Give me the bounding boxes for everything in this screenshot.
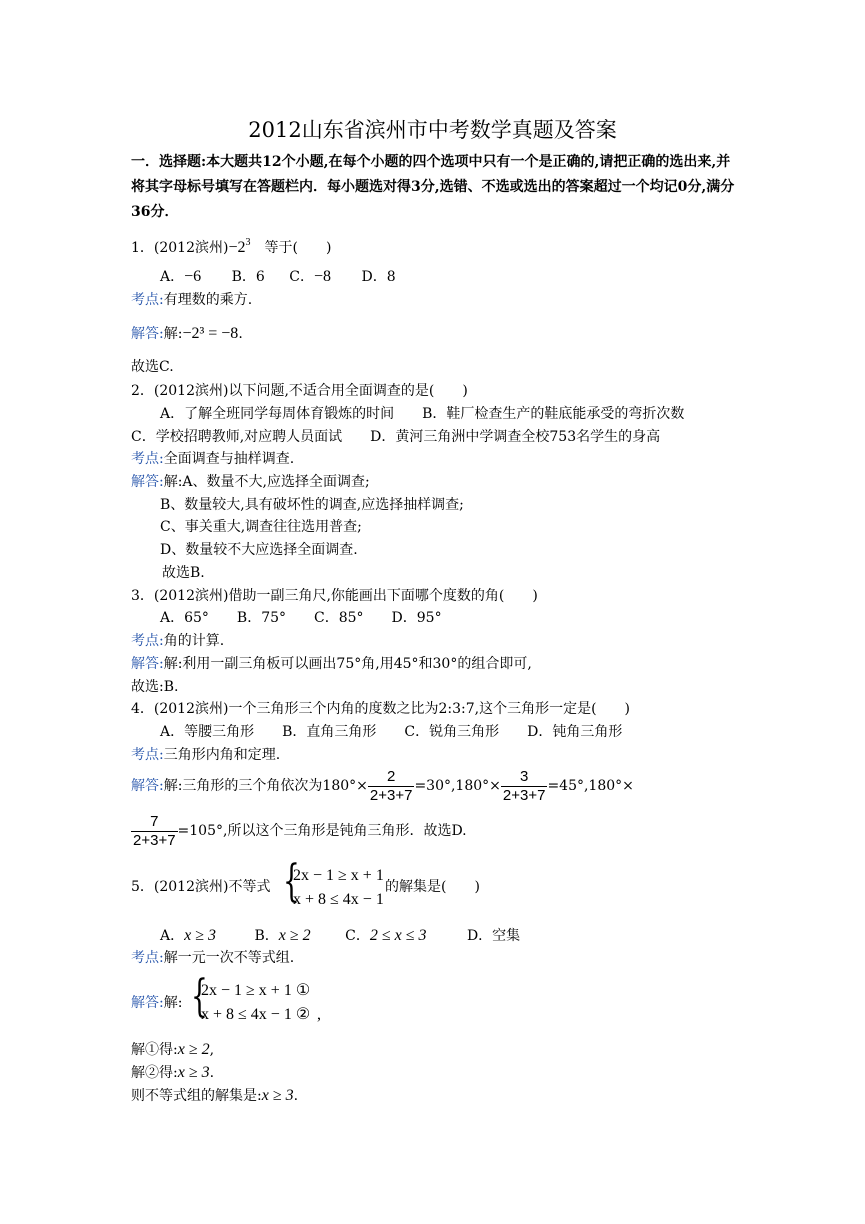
q5-stem-pre: 5．(2012滨州)不等式: [131, 879, 271, 895]
page-title: 2012山东省滨州市中考数学真题及答案: [248, 118, 617, 142]
fraction-3-12: $\frac{3}{2+3+7}$: [502, 767, 546, 804]
q1-stem: 1．(2012滨州)$-2^3$ 等于( ): [131, 237, 332, 256]
q3-end: 故选:B.: [131, 679, 179, 695]
q2-stem: 2．(2012滨州)以下问题,不适合用全面调查的是( ): [131, 383, 468, 399]
q4-options: A．等腰三角形 B．直角三角形 C．锐角三角形 D．钝角三角形: [160, 724, 623, 740]
q5-solution-system: { 2x − 1 ≥ x + 1 ① x + 8 ≤ 4x − 1 ② ,: [191, 971, 321, 1023]
q4-jieda-cont: $\frac{7}{2+3+7}$ =105°,所以这个三角形是钝角三角形．故选D.: [133, 812, 467, 849]
q5-stem-post: 的解集是( ): [385, 879, 480, 895]
left-brace: {: [283, 856, 300, 907]
q3-stem: 3．(2012滨州)借助一副三角尺,你能画出下面哪个度数的角( ): [131, 588, 538, 604]
q3-kaodian: 考点:角的计算.: [131, 633, 225, 649]
q3-jieda: 解答:解:利用一副三角板可以画出75°角,用45°和30°的组合即可,: [131, 656, 532, 672]
section-instructions: 一．选择题:本大题共12个小题,在每个小题的四个选项中只有一个是正确的,请把正确的选出来,并将其字母标号填写在答题栏内．每小题选对得3分,选错、不选或选出的答案超过一个均记0分,满分36分．: [131, 154, 735, 220]
q5-inequality-system: { 2x − 1 ≥ x + 1 x + 8 ≤ 4x − 1: [283, 856, 384, 908]
q1-options: A．−6 B．6 C．−8 D．8: [160, 268, 396, 285]
q5-step-3: 则不等式组的解集是:x ≥ 3.: [131, 1087, 299, 1104]
fraction-7-12: $\frac{7}{2+3+7}$: [133, 812, 176, 849]
q2-end: 故选B.: [162, 565, 205, 581]
q2-options-2: C．学校招聘教师,对应聘人员面试 D．黄河三角洲中学调查全校753名学生的身高: [131, 429, 661, 445]
q1-end: 故选C.: [131, 359, 174, 375]
q2-options-1: A．了解全班同学每周体育锻炼的时间 B．鞋厂检查生产的鞋底能承受的弯折次数: [160, 406, 685, 422]
q2-jieda-d: D、数量较不大应选择全面调查.: [160, 542, 358, 558]
q1-jieda: 解答:解:−2³ = −8.: [131, 325, 243, 342]
q5-step-2: 解②得:x ≥ 3.: [131, 1064, 215, 1081]
fraction-2-12: $\frac{2}{2+3+7}$: [369, 767, 413, 804]
q5-jieda: 解答:解:: [131, 995, 183, 1011]
q2-jieda-c: C、事关重大,调查往往选用普查;: [160, 519, 362, 535]
q4-jieda: 解答:解:三角形的三个角依次为180°× $\frac{2}{2+3+7}$ =30°,180°× $\frac{3}{2+3+7}$ =45°,180°×: [131, 767, 634, 804]
q5-step-1: 解①得:x ≥ 2,: [131, 1041, 215, 1058]
left-brace: {: [191, 971, 208, 1022]
q4-kaodian: 考点:三角形内角和定理.: [131, 747, 281, 763]
q5-options: A．x ≥ 3 B．x ≥ 2 C．2 ≤ x ≤ 3 D．空集: [160, 927, 521, 944]
q3-options: A．65° B．75° C．85° D．95°: [160, 610, 442, 626]
q2-jieda-b: B、数量较大,具有破坏性的调查,应选择抽样调查;: [160, 497, 464, 513]
q2-jieda: 解答:解:A、数量不大,应选择全面调查;: [131, 474, 370, 490]
q2-kaodian: 考点:全面调查与抽样调查.: [131, 451, 295, 467]
q5-kaodian: 考点:解一元一次不等式组.: [131, 950, 295, 966]
q1-kaodian: 考点:有理数的乘方.: [131, 292, 253, 308]
q4-stem: 4．(2012滨州)一个三角形三个内角的度数之比为2:3:7,这个三角形一定是( ): [131, 701, 630, 717]
